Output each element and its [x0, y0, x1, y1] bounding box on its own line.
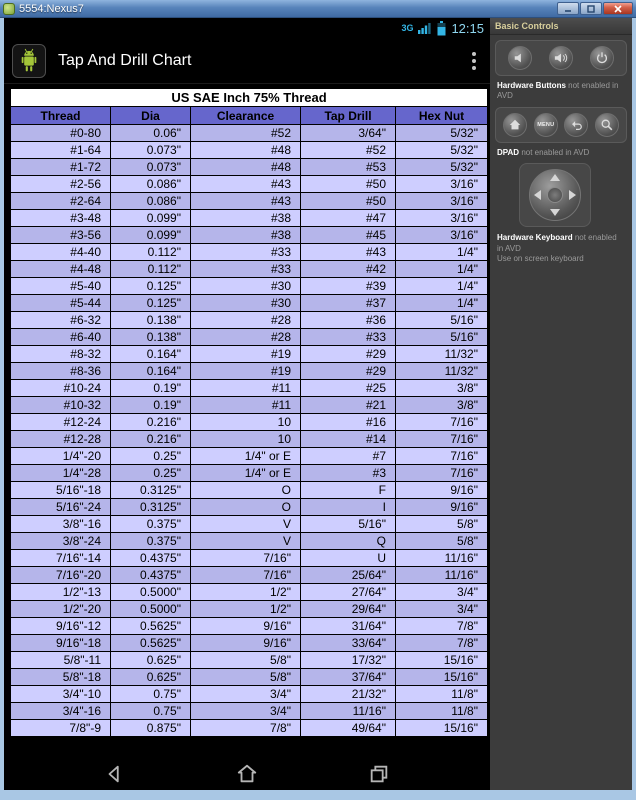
table-row	[11, 414, 488, 431]
table-cell: #43	[191, 176, 301, 193]
table-cell: 9/16"	[191, 618, 301, 635]
table-cell: 0.138"	[111, 329, 191, 346]
table-cell: #29	[301, 363, 396, 380]
app-launcher-icon	[12, 44, 46, 78]
minimize-icon	[564, 5, 572, 13]
table-cell: 0.138"	[111, 312, 191, 329]
table-cell: 31/64"	[301, 618, 396, 635]
table-cell: #50	[301, 193, 396, 210]
home-key-icon	[508, 118, 522, 132]
table-cell: #43	[301, 244, 396, 261]
table-row	[11, 601, 488, 618]
search-key-button[interactable]	[595, 113, 619, 137]
table-cell: 7/8"	[191, 720, 301, 737]
table-cell: 1/4" or E	[191, 448, 301, 465]
table-cell: #1-64	[11, 142, 111, 159]
column-header-dia: Dia	[111, 107, 191, 125]
table-row	[11, 431, 488, 448]
table-cell: #43	[191, 193, 301, 210]
table-cell: #50	[301, 176, 396, 193]
table-cell: 3/8"	[396, 380, 488, 397]
overflow-dot-icon	[472, 52, 476, 56]
table-cell: #6-32	[11, 312, 111, 329]
dpad-note	[497, 148, 625, 158]
table-cell: 29/64"	[301, 601, 396, 618]
table-cell: #28	[191, 329, 301, 346]
table-cell: #52	[191, 125, 301, 142]
battery-icon	[437, 21, 446, 36]
table-cell: #1-72	[11, 159, 111, 176]
table-row	[11, 703, 488, 720]
table-cell: F	[301, 482, 396, 499]
table-cell: 0.75"	[111, 703, 191, 720]
drill-table	[10, 88, 488, 737]
table-cell: 3/16"	[396, 210, 488, 227]
table-cell: 0.086"	[111, 193, 191, 210]
table-cell: 9/16"	[396, 482, 488, 499]
table-cell: 7/16"	[396, 448, 488, 465]
table-cell: 0.112"	[111, 244, 191, 261]
close-icon	[614, 5, 622, 13]
table-cell: 3/16"	[396, 193, 488, 210]
table-cell: #4-48	[11, 261, 111, 278]
table-cell: 11/32"	[396, 363, 488, 380]
table-cell: #48	[191, 142, 301, 159]
table-cell: 3/8"	[396, 397, 488, 414]
table-cell: #5-40	[11, 278, 111, 295]
table-cell: #8-36	[11, 363, 111, 380]
table-cell: 11/32"	[396, 346, 488, 363]
controls-panel-title: Basic Controls	[490, 18, 632, 35]
table-cell: #16	[301, 414, 396, 431]
table-cell: V	[191, 516, 301, 533]
table-cell: 1/4"	[396, 244, 488, 261]
table-cell: #28	[191, 312, 301, 329]
table-cell: 0.3125"	[111, 482, 191, 499]
volume-up-button[interactable]	[549, 46, 573, 70]
table-cell: 5/8"-11	[11, 652, 111, 669]
table-cell: 15/16"	[396, 652, 488, 669]
table-cell: 17/32"	[301, 652, 396, 669]
table-cell: 0.375"	[111, 516, 191, 533]
table-cell: 1/4"-28	[11, 465, 111, 482]
table-cell: 0.25"	[111, 448, 191, 465]
table-row	[11, 176, 488, 193]
table-cell: 0.164"	[111, 346, 191, 363]
dpad-up-icon[interactable]	[550, 174, 560, 181]
table-cell: 1/2"	[191, 584, 301, 601]
table-cell: 5/16"-18	[11, 482, 111, 499]
dpad-control	[519, 163, 591, 227]
table-cell: #52	[301, 142, 396, 159]
table-row	[11, 261, 488, 278]
soft-keys-group	[495, 107, 627, 143]
table-cell: I	[301, 499, 396, 516]
table-cell: 49/64"	[301, 720, 396, 737]
menu-key-button[interactable]	[534, 113, 558, 137]
table-cell: 5/8"	[396, 516, 488, 533]
table-cell: #38	[191, 227, 301, 244]
table-cell: 1/4"	[396, 278, 488, 295]
keyboard-note	[497, 233, 625, 264]
table-cell: O	[191, 499, 301, 516]
table-cell: #45	[301, 227, 396, 244]
table-cell: #42	[301, 261, 396, 278]
table-cell: 3/16"	[396, 227, 488, 244]
table-cell: 7/16"	[396, 414, 488, 431]
table-cell: 0.125"	[111, 278, 191, 295]
back-button[interactable]	[95, 760, 135, 788]
table-cell: 1/2"-20	[11, 601, 111, 618]
table-cell: 0.625"	[111, 669, 191, 686]
overflow-dot-icon	[472, 66, 476, 70]
table-cell: 1/2"	[191, 601, 301, 618]
table-cell: 3/64"	[301, 125, 396, 142]
keyboard-hint: Use on screen keyboard	[497, 253, 584, 263]
table-cell: 11/8"	[396, 686, 488, 703]
table-cell: #19	[191, 363, 301, 380]
keyboard-status: not enabled in AVD	[497, 233, 617, 253]
window-titlebar[interactable]	[0, 0, 636, 18]
table-row	[11, 448, 488, 465]
table-cell: #38	[191, 210, 301, 227]
table-cell: 0.3125"	[111, 499, 191, 516]
table-cell: #6-40	[11, 329, 111, 346]
table-cell: 1/4" or E	[191, 465, 301, 482]
table-cell: #2-56	[11, 176, 111, 193]
table-row	[11, 397, 488, 414]
table-cell: 7/16"-14	[11, 550, 111, 567]
table-row	[11, 584, 488, 601]
table-cell: 0.875"	[111, 720, 191, 737]
volume-down-button[interactable]	[508, 46, 532, 70]
table-cell: 0.19"	[111, 397, 191, 414]
table-cell: 9/16"-12	[11, 618, 111, 635]
table-cell: #12-24	[11, 414, 111, 431]
clock: 12:15	[451, 20, 484, 36]
close-button[interactable]	[603, 2, 633, 15]
table-row	[11, 159, 488, 176]
table-cell: 7/8"-9	[11, 720, 111, 737]
table-row	[11, 720, 488, 737]
android-screen	[4, 18, 490, 790]
dpad-pad[interactable]	[529, 169, 581, 221]
volume-down-icon	[513, 51, 527, 65]
navigation-bar	[4, 758, 490, 790]
table-cell: #39	[301, 278, 396, 295]
table-cell: 0.073"	[111, 142, 191, 159]
table-row	[11, 210, 488, 227]
table-row	[11, 618, 488, 635]
recents-icon	[368, 763, 390, 785]
table-cell: #10-24	[11, 380, 111, 397]
table-cell: 5/8"	[191, 652, 301, 669]
table-cell: #37	[301, 295, 396, 312]
table-cell: 11/16"	[396, 567, 488, 584]
table-cell: 5/32"	[396, 142, 488, 159]
table-row	[11, 465, 488, 482]
table-cell: 0.4375"	[111, 550, 191, 567]
table-row	[11, 329, 488, 346]
table-cell: #19	[191, 346, 301, 363]
table-row	[11, 550, 488, 567]
table-cell: #3-48	[11, 210, 111, 227]
dpad-label: DPAD	[497, 147, 520, 157]
table-cell: #30	[191, 278, 301, 295]
table-cell: 0.099"	[111, 210, 191, 227]
table-cell: 3/8"-24	[11, 533, 111, 550]
table-cell: 0.375"	[111, 533, 191, 550]
table-row	[11, 652, 488, 669]
column-header-clearance: Clearance	[191, 107, 301, 125]
table-cell: 3/4"	[191, 703, 301, 720]
dpad-left-icon[interactable]	[534, 190, 541, 200]
table-cell: 1/2"-13	[11, 584, 111, 601]
table-cell: 0.216"	[111, 431, 191, 448]
home-button[interactable]	[227, 760, 267, 788]
table-cell: V	[191, 533, 301, 550]
table-cell: #10-32	[11, 397, 111, 414]
dpad-center-button[interactable]	[547, 187, 563, 203]
table-row	[11, 567, 488, 584]
table-row	[11, 244, 488, 261]
table-cell: 5/8"	[396, 533, 488, 550]
table-cell: #53	[301, 159, 396, 176]
table-row	[11, 312, 488, 329]
table-cell: 0.086"	[111, 176, 191, 193]
table-row	[11, 227, 488, 244]
table-cell: 9/16"	[191, 635, 301, 652]
home-icon	[236, 763, 258, 785]
table-cell: 0.5000"	[111, 584, 191, 601]
table-cell: 5/16"-24	[11, 499, 111, 516]
table-cell: #7	[301, 448, 396, 465]
overflow-dot-icon	[472, 59, 476, 63]
table-cell: 3/4"	[191, 686, 301, 703]
table-cell: 9/16"	[396, 499, 488, 516]
table-cell: 11/16"	[301, 703, 396, 720]
table-cell: 21/32"	[301, 686, 396, 703]
table-cell: #14	[301, 431, 396, 448]
home-key-button[interactable]	[503, 113, 527, 137]
window-app-icon	[3, 3, 15, 15]
page-title: Tap And Drill Chart	[58, 51, 192, 69]
table-cell: 11/8"	[396, 703, 488, 720]
table-cell: 0.125"	[111, 295, 191, 312]
table-cell: 10	[191, 414, 301, 431]
overflow-menu-button[interactable]	[466, 46, 482, 76]
table-cell: 0.099"	[111, 227, 191, 244]
table-cell: #36	[301, 312, 396, 329]
table-cell: 3/4"-16	[11, 703, 111, 720]
table-cell: 0.625"	[111, 652, 191, 669]
hardware-buttons-group	[495, 40, 627, 76]
table-row	[11, 516, 488, 533]
table-cell: 0.4375"	[111, 567, 191, 584]
table-cell: 5/16"	[301, 516, 396, 533]
table-cell: 15/16"	[396, 720, 488, 737]
table-cell: #25	[301, 380, 396, 397]
signal-strength-icon	[418, 21, 432, 35]
table-row	[11, 669, 488, 686]
table-cell: 3/4"-10	[11, 686, 111, 703]
table-cell: O	[191, 482, 301, 499]
table-cell: #5-44	[11, 295, 111, 312]
table-cell: 0.75"	[111, 686, 191, 703]
table-cell: #47	[301, 210, 396, 227]
table-row	[11, 635, 488, 652]
table-cell: #11	[191, 380, 301, 397]
table-cell: #33	[301, 329, 396, 346]
maximize-icon	[587, 5, 595, 13]
column-header-thread: Thread	[11, 107, 111, 125]
table-cell: #0-80	[11, 125, 111, 142]
table-cell: 5/32"	[396, 125, 488, 142]
table-cell: 1/4"-20	[11, 448, 111, 465]
table-cell: #30	[191, 295, 301, 312]
table-cell: #4-40	[11, 244, 111, 261]
table-row	[11, 278, 488, 295]
table-row	[11, 295, 488, 312]
table-cell: #12-28	[11, 431, 111, 448]
table-row	[11, 533, 488, 550]
table-cell: 3/4"	[396, 601, 488, 618]
table-cell: 5/16"	[396, 329, 488, 346]
table-cell: 0.06"	[111, 125, 191, 142]
table-cell: #3-56	[11, 227, 111, 244]
table-cell: 0.164"	[111, 363, 191, 380]
table-title: US SAE Inch 75% Thread	[11, 89, 488, 107]
back-key-icon	[569, 118, 583, 132]
table-row	[11, 193, 488, 210]
table-cell: 25/64"	[301, 567, 396, 584]
power-button[interactable]	[590, 46, 614, 70]
table-cell: 5/16"	[396, 312, 488, 329]
column-header-tap-drill: Tap Drill	[301, 107, 396, 125]
table-cell: #3	[301, 465, 396, 482]
power-icon	[595, 51, 609, 65]
back-icon	[104, 763, 126, 785]
table-cell: 3/4"	[396, 584, 488, 601]
hardware-buttons-note	[497, 81, 625, 102]
table-cell: 10	[191, 431, 301, 448]
emulator-controls-panel	[490, 18, 632, 790]
table-cell: #33	[191, 244, 301, 261]
table-cell: 7/8"	[396, 635, 488, 652]
hardware-buttons-status: not enabled in AVD	[497, 81, 619, 101]
back-key-button[interactable]	[564, 113, 588, 137]
table-scroll-area[interactable]	[4, 84, 490, 758]
table-cell: 0.112"	[111, 261, 191, 278]
maximize-button[interactable]	[580, 2, 602, 15]
table-cell: Q	[301, 533, 396, 550]
table-cell: 9/16"-18	[11, 635, 111, 652]
table-row	[11, 686, 488, 703]
dpad-status: not enabled in AVD	[521, 147, 590, 157]
table-cell: #2-64	[11, 193, 111, 210]
android-robot-icon	[17, 48, 41, 74]
table-cell: #11	[191, 397, 301, 414]
table-cell: 0.073"	[111, 159, 191, 176]
table-cell: 37/64"	[301, 669, 396, 686]
table-cell: 0.19"	[111, 380, 191, 397]
table-cell: #21	[301, 397, 396, 414]
table-cell: #8-32	[11, 346, 111, 363]
table-cell: 0.25"	[111, 465, 191, 482]
network-type-icon: 3G	[401, 23, 414, 33]
table-cell: 27/64"	[301, 584, 396, 601]
volume-up-icon	[554, 51, 568, 65]
table-cell: 1/4"	[396, 261, 488, 278]
table-cell: 33/64"	[301, 635, 396, 652]
table-cell: 0.5625"	[111, 618, 191, 635]
recent-apps-button[interactable]	[359, 760, 399, 788]
hardware-buttons-label: Hardware Buttons	[497, 81, 566, 90]
table-row	[11, 499, 488, 516]
column-header-hex-nut: Hex Nut	[396, 107, 488, 125]
search-icon	[600, 118, 614, 132]
table-cell: 3/8"-16	[11, 516, 111, 533]
minimize-button[interactable]	[557, 2, 579, 15]
action-bar	[4, 38, 490, 84]
table-cell: 7/16"-20	[11, 567, 111, 584]
table-cell: 11/16"	[396, 550, 488, 567]
table-cell: 7/16"	[396, 431, 488, 448]
menu-key-label: MENU	[537, 121, 555, 128]
table-cell: 3/16"	[396, 176, 488, 193]
table-row	[11, 380, 488, 397]
table-cell: 5/32"	[396, 159, 488, 176]
table-cell: 0.5000"	[111, 601, 191, 618]
table-cell: #33	[191, 261, 301, 278]
table-cell: 7/8"	[396, 618, 488, 635]
table-row	[11, 346, 488, 363]
table-cell: 1/4"	[396, 295, 488, 312]
table-cell: 15/16"	[396, 669, 488, 686]
table-row	[11, 363, 488, 380]
table-cell: #48	[191, 159, 301, 176]
table-cell: 7/16"	[191, 567, 301, 584]
table-cell: #29	[301, 346, 396, 363]
table-cell: 7/16"	[396, 465, 488, 482]
dpad-right-icon[interactable]	[569, 190, 576, 200]
window-title: 5554:Nexus7	[19, 2, 84, 15]
table-cell: 7/16"	[191, 550, 301, 567]
table-row	[11, 482, 488, 499]
table-cell: 5/8"-18	[11, 669, 111, 686]
table-cell: 0.5625"	[111, 635, 191, 652]
table-cell: U	[301, 550, 396, 567]
table-cell: 5/8"	[191, 669, 301, 686]
table-row	[11, 142, 488, 159]
keyboard-label: Hardware Keyboard	[497, 233, 573, 243]
status-bar[interactable]	[4, 18, 490, 38]
table-cell: 0.216"	[111, 414, 191, 431]
table-row	[11, 125, 488, 142]
dpad-down-icon[interactable]	[550, 209, 560, 216]
